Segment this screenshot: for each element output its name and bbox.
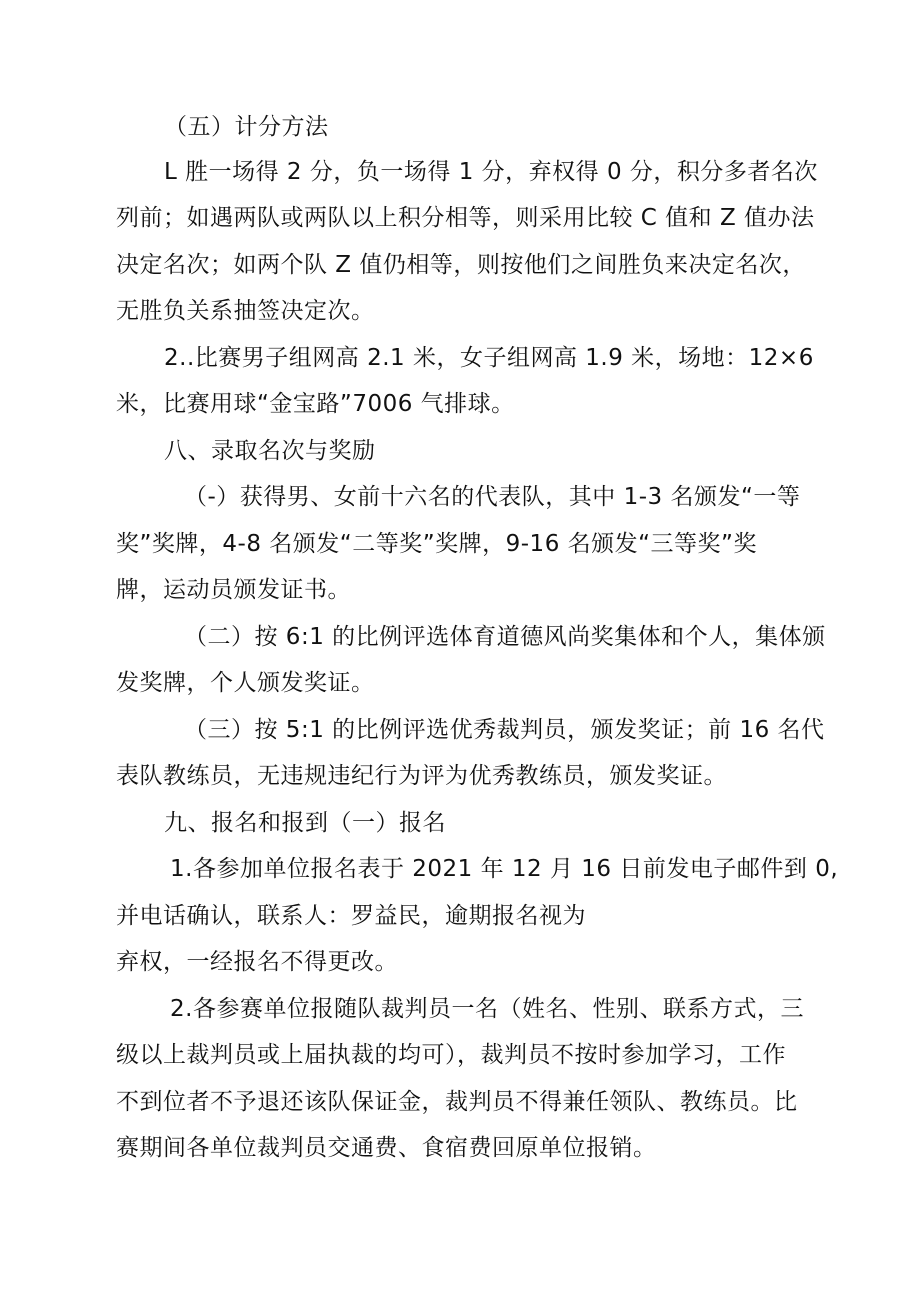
paragraph-line: 米，比赛用球“金宝路”7006 气排球。 <box>116 391 515 417</box>
paragraph-line: 2..比赛男子组网高 2.1 米，女子组网高 1.9 米，场地：12×6 <box>164 345 814 371</box>
paragraph-line: （二）按 6:1 的比例评选体育道德风尚奖集体和个人，集体颁 <box>184 624 826 650</box>
paragraph-line: 无胜负关系抽签决定次。 <box>116 298 375 324</box>
paragraph-line: L 胜一场得 2 分，负一场得 1 分，弃权得 0 分，积分多者名次 <box>164 159 818 185</box>
paragraph-line: 2.各参赛单位报随队裁判员一名（姓名、性别、联系方式，三 <box>170 996 804 1022</box>
paragraph-line: 列前；如遇两队或两队以上积分相等，则采用比较 C 值和 Z 值办法 <box>116 205 815 231</box>
paragraph-line: 级以上裁判员或上届执裁的均可），裁判员不按时参加学习，工作 <box>116 1042 786 1068</box>
paragraph-line: 发奖牌，个人颁发奖证。 <box>116 670 375 696</box>
paragraph-line: 奖”奖牌，4-8 名颁发“二等奖”奖牌，9-16 名颁发“三等奖”奖 <box>116 531 757 557</box>
paragraph-line: 1.各参加单位报名表于 2021 年 12 月 16 日前发电子邮件到 0, <box>170 856 839 882</box>
paragraph-line: 不到位者不予退还该队保证金，裁判员不得兼任领队、教练员。比 <box>116 1089 798 1115</box>
section-heading-awards: 八、录取名次与奖励 <box>164 438 376 464</box>
paragraph-line: 决定名次；如两个队 Z 值仍相等，则按他们之间胜负来决定名次， <box>116 252 806 278</box>
paragraph-line: （-）获得男、女前十六名的代表队，其中 1-3 名颁发“一等 <box>184 484 801 510</box>
paragraph-line: 牌，运动员颁发证书。 <box>116 577 351 603</box>
paragraph-line: 弃权，一经报名不得更改。 <box>116 949 398 975</box>
paragraph-line: 赛期间各单位裁判员交通费、食宿费回原单位报销。 <box>116 1135 657 1161</box>
section-heading-registration: 九、报名和报到（一）报名 <box>164 810 446 836</box>
paragraph-line: （三）按 5:1 的比例评选优秀裁判员，颁发奖证；前 16 名代 <box>184 717 825 743</box>
section-heading-scoring: （五）计分方法 <box>164 114 329 140</box>
paragraph-line: 表队教练员，无违规违纪行为评为优秀教练员，颁发奖证。 <box>116 763 727 789</box>
paragraph-line: 并电话确认，联系人：罗益民，逾期报名视为 <box>116 903 586 929</box>
